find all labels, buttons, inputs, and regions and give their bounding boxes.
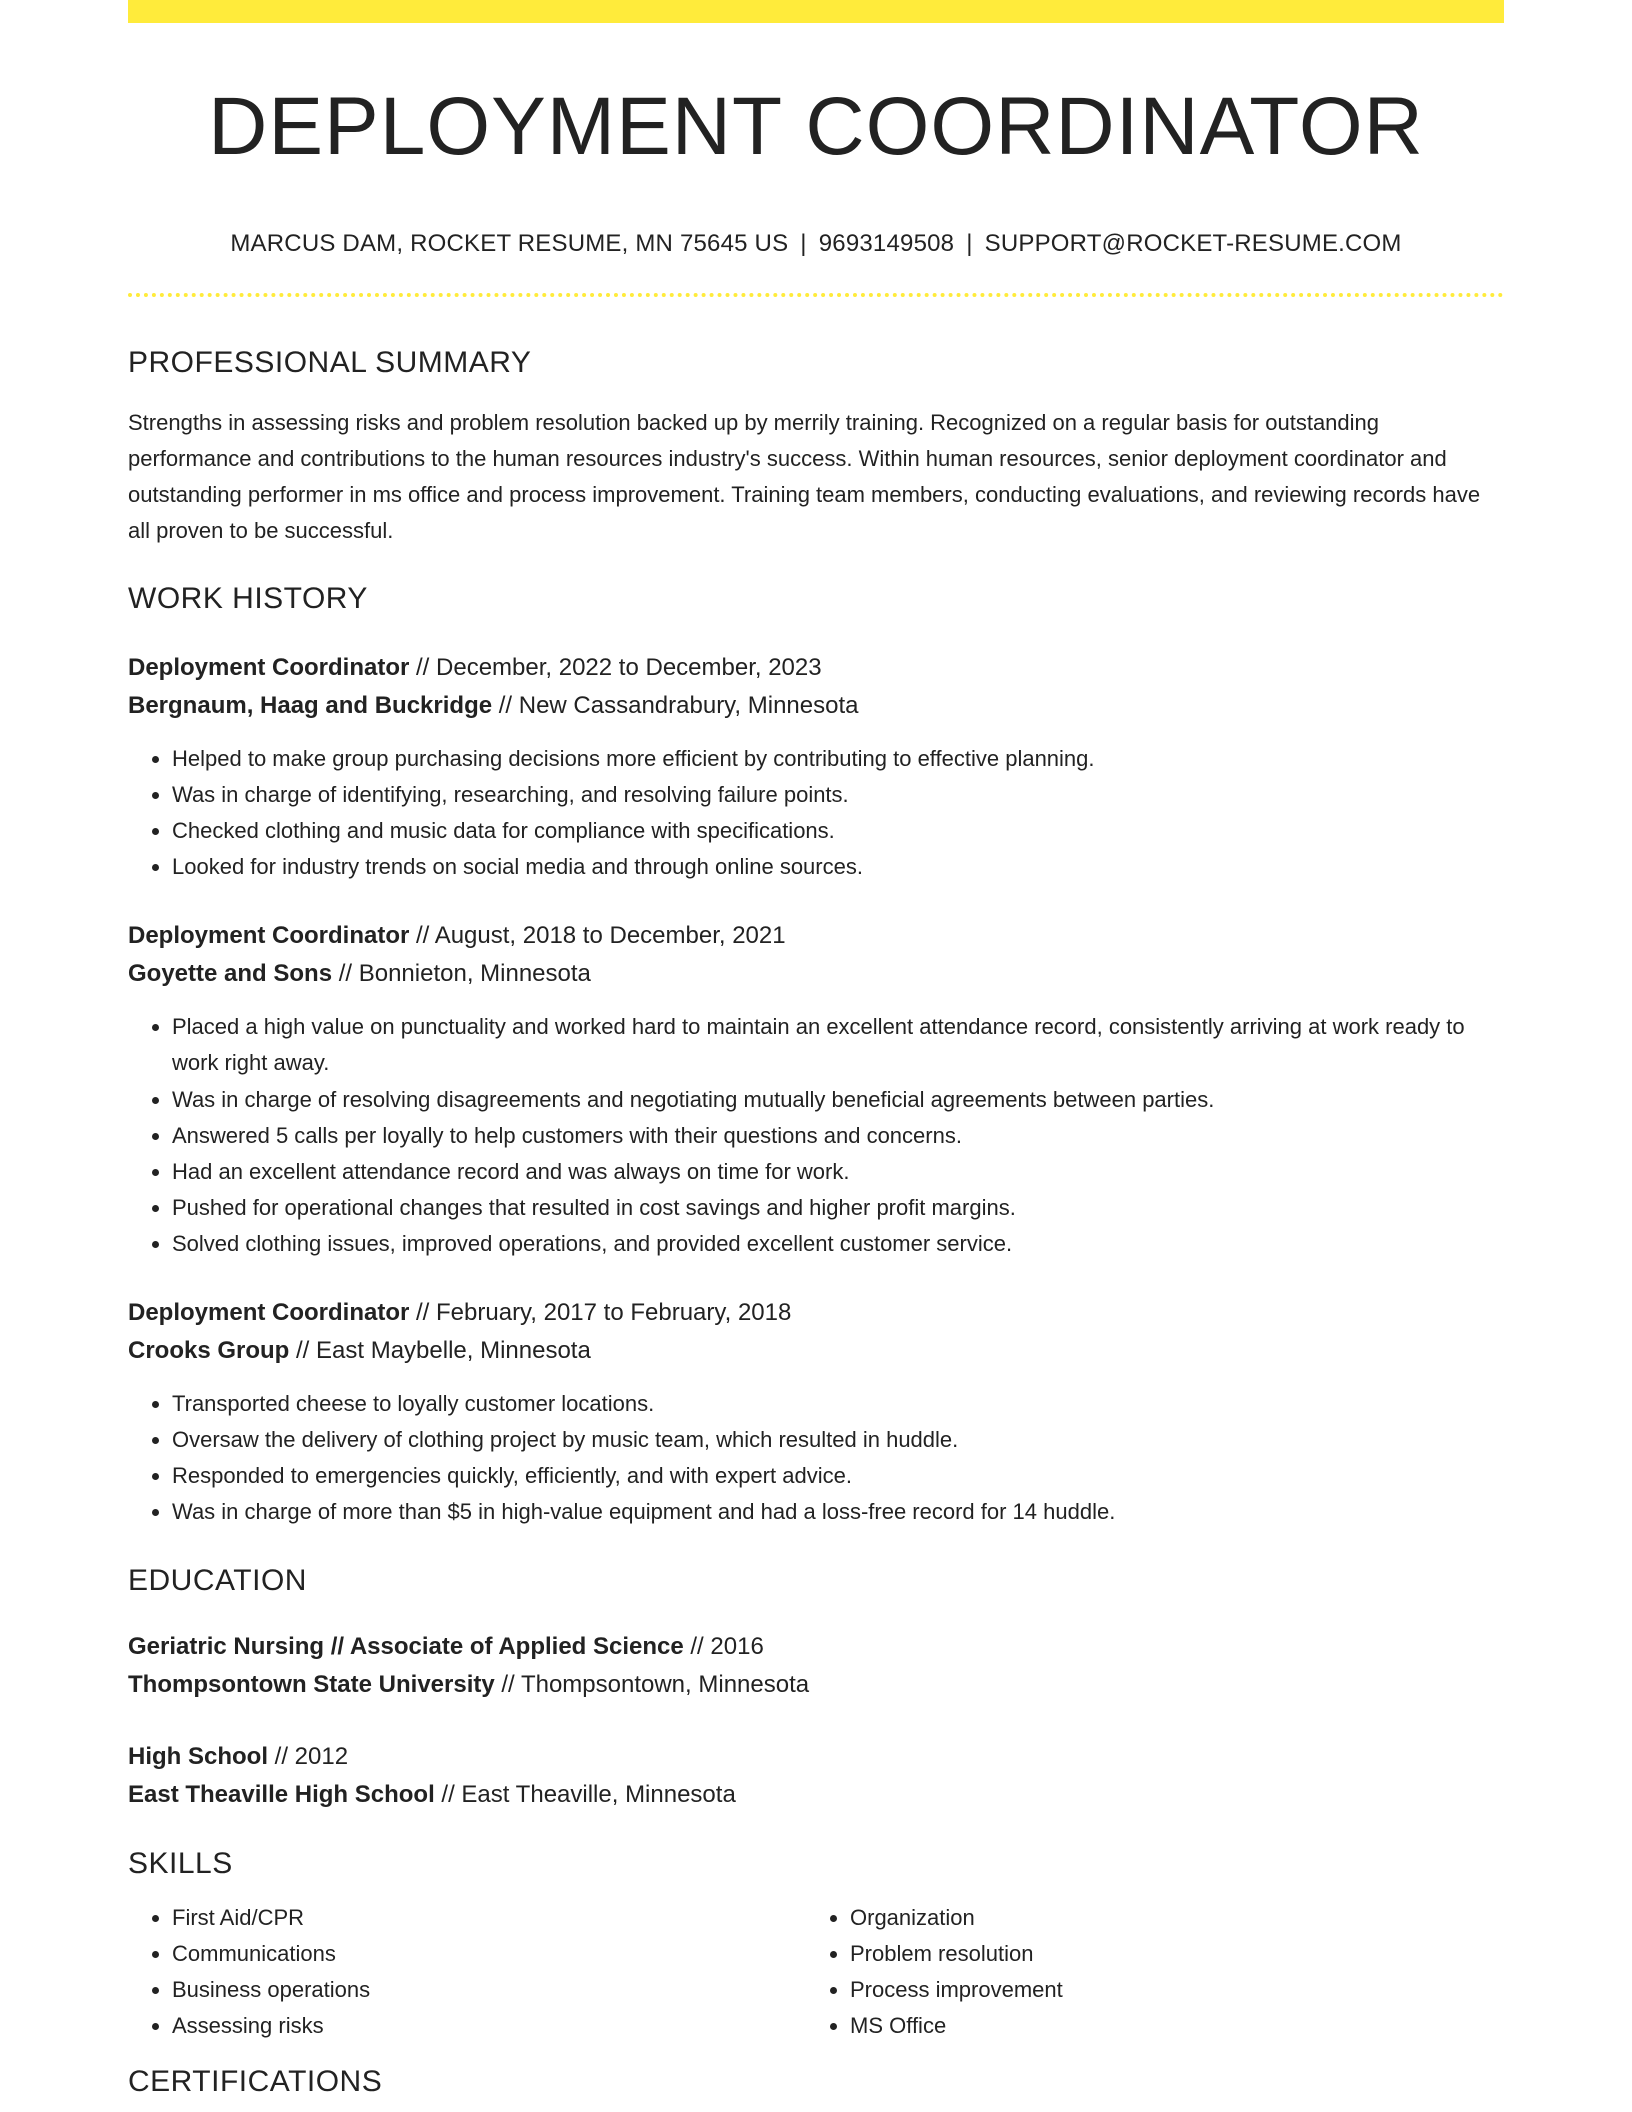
- education-degree: High School: [128, 1743, 268, 1770]
- job-bullet: • Answered 5 calls per loyally to help customers with their questions and concerns.: [172, 1118, 1504, 1154]
- education-heading: EDUCATION: [128, 1564, 307, 1597]
- job-bullet: • Helped to make group purchasing decisions more efficient by contributing to effective planning.: [172, 741, 1504, 777]
- job-bullet: • Pushed for operational changes that resulted in cost savings and higher profit margins.: [172, 1190, 1504, 1226]
- summary-heading: PROFESSIONAL SUMMARY: [128, 346, 532, 379]
- job-role: Deployment Coordinator: [128, 1299, 410, 1326]
- job-bullet: • Had an excellent attendance record and was always on time for work.: [172, 1154, 1504, 1190]
- job-bullet: • Oversaw the delivery of clothing project by music team, which resulted in huddle.: [172, 1422, 1504, 1458]
- header-divider: [128, 293, 1504, 297]
- skills-column-left: [128, 1900, 806, 2044]
- work-history-heading: WORK HISTORY: [128, 582, 368, 615]
- job-role-line: [128, 917, 1504, 955]
- job-company: Goyette and Sons: [128, 960, 333, 987]
- resume-page: [128, 0, 1504, 2097]
- job-company-line: [128, 687, 1504, 725]
- job-location: // New Cassandrabury, Minnesota: [498, 692, 859, 719]
- job-bullets: [128, 741, 1504, 885]
- skill-item: • Assessing risks: [172, 2008, 806, 2044]
- education-year: // 2016: [690, 1633, 764, 1660]
- job-entry: [128, 917, 1504, 1262]
- skills-list: [806, 1900, 1484, 2044]
- job-dates: // February, 2017 to February, 2018: [416, 1299, 792, 1326]
- top-accent-bar: [128, 0, 1504, 23]
- education-school-line: [128, 1776, 1504, 1814]
- skill-item: • Organization: [850, 1900, 1484, 1936]
- job-bullet: • Responded to emergencies quickly, efficiently, and with expert advice.: [172, 1458, 1504, 1494]
- job-company: Bergnaum, Haag and Buckridge: [128, 692, 493, 719]
- summary-text: Strengths in assessing risks and problem resolution backed up by merrily training. Recognized on a regular basis for outstanding performance and contributions to the human resources industry's success. Within human resources, senior deployment coordinator and outstanding performer in ms office and process improvement. Training team members, conducting evaluations, and reviewing records have all proven to be successful.: [128, 410, 1481, 543]
- job-location: // East Maybelle, Minnesota: [296, 1337, 591, 1364]
- skill-item: • Process improvement: [850, 1972, 1484, 2008]
- skills-column-right: [806, 1900, 1484, 2044]
- education-degree-line: [128, 1738, 1504, 1776]
- job-company: Crooks Group: [128, 1337, 290, 1364]
- job-bullets: [128, 1009, 1504, 1262]
- skill-item: • Problem resolution: [850, 1936, 1484, 1972]
- skill-item: • First Aid/CPR: [172, 1900, 806, 1936]
- job-bullet: • Was in charge of more than $5 in high-value equipment and had a loss-free record for 14 huddle.: [172, 1494, 1504, 1530]
- job-dates: // December, 2022 to December, 2023: [416, 654, 822, 681]
- job-bullet: • Looked for industry trends on social media and through online sources.: [172, 849, 1504, 885]
- education-degree-line: [128, 1628, 1504, 1666]
- education-school: Thompsontown State University: [128, 1671, 495, 1698]
- education-entry: [128, 1628, 1504, 1704]
- job-bullet: • Checked clothing and music data for compliance with specifications.: [172, 813, 1504, 849]
- job-role: Deployment Coordinator: [128, 654, 410, 681]
- job-role-line: [128, 1294, 1504, 1332]
- education-degree: Geriatric Nursing // Associate of Applied Science: [128, 1633, 684, 1660]
- job-bullet: • Placed a high value on punctuality and worked hard to maintain an excellent attendance record, consistently arriving at work ready to work right away.: [172, 1009, 1504, 1081]
- skill-item: • Communications: [172, 1936, 806, 1972]
- contact-separator: |: [966, 230, 973, 257]
- education-school: East Theaville High School: [128, 1781, 435, 1808]
- education-entry: [128, 1738, 1504, 1814]
- contact-separator: |: [800, 230, 807, 257]
- job-bullets: [128, 1386, 1504, 1530]
- job-bullet: • Solved clothing issues, improved operations, and provided excellent customer service.: [172, 1226, 1504, 1262]
- job-entry: [128, 649, 1504, 885]
- certifications-heading: CERTIFICATIONS: [128, 2065, 383, 2098]
- education-location: // Thompsontown, Minnesota: [501, 1671, 810, 1698]
- education-location: // East Theaville, Minnesota: [441, 1781, 736, 1808]
- skills-grid: [128, 1900, 1504, 2044]
- skill-item: • Business operations: [172, 1972, 806, 2008]
- education-school-line: [128, 1666, 1504, 1704]
- job-entry: [128, 1294, 1504, 1530]
- resume-title: DEPLOYMENT COORDINATOR: [208, 81, 1424, 172]
- skill-item: • MS Office: [850, 2008, 1484, 2044]
- job-bullet: • Transported cheese to loyally customer locations.: [172, 1386, 1504, 1422]
- job-role: Deployment Coordinator: [128, 922, 410, 949]
- job-location: // Bonnieton, Minnesota: [338, 960, 591, 987]
- contact-address: MARCUS DAM, ROCKET RESUME, MN 75645 US: [230, 230, 789, 257]
- job-bullet: • Was in charge of resolving disagreements and negotiating mutually beneficial agreements between parties.: [172, 1082, 1504, 1118]
- contact-email: SUPPORT@ROCKET-RESUME.COM: [984, 230, 1402, 257]
- job-company-line: [128, 955, 1504, 993]
- education-year: // 2012: [274, 1743, 349, 1770]
- skills-list: [128, 1900, 806, 2044]
- job-bullet: • Was in charge of identifying, researching, and resolving failure points.: [172, 777, 1504, 813]
- skills-heading: SKILLS: [128, 1847, 233, 1880]
- contact-line: [128, 232, 1504, 256]
- contact-phone: 9693149508: [818, 230, 955, 257]
- job-dates: // August, 2018 to December, 2021: [416, 922, 786, 949]
- job-company-line: [128, 1332, 1504, 1370]
- job-role-line: [128, 649, 1504, 687]
